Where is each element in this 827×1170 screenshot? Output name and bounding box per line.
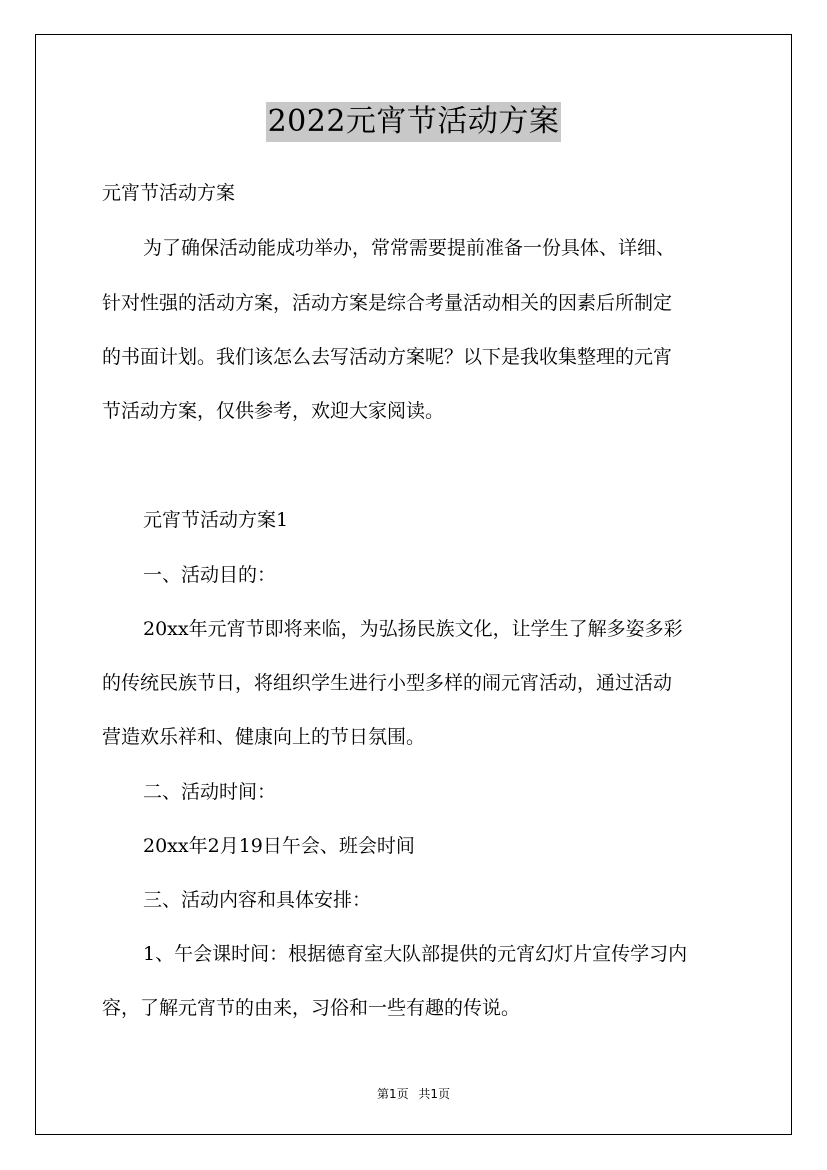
intro-line-2: 针对性强的活动方案，活动方案是综合考量活动相关的因素后所制定 xyxy=(102,292,673,314)
time-heading: 二、活动时间： xyxy=(143,781,277,803)
page-number: 第1页 xyxy=(376,1087,409,1101)
content-item-1-line-2: 容，了解元宵节的由来，习俗和一些有趣的传说。 xyxy=(102,997,521,1019)
purpose-line-1: 20xx年元宵节即将来临，为弘扬民族文化，让学生了解多姿多彩 xyxy=(143,618,683,640)
content-item-1-line-1: 1、午会课时间：根据德育室大队部提供的元宵幻灯片宣传学习内 xyxy=(143,943,688,965)
purpose-heading: 一、活动目的： xyxy=(143,564,277,586)
intro-line-3: 的书面计划。我们该怎么去写活动方案呢？以下是我收集整理的元宵 xyxy=(102,346,673,368)
purpose-line-2: 的传统民族节日，将组织学生进行小型多样的闹元宵活动，通过活动 xyxy=(102,672,673,694)
purpose-line-3: 营造欢乐祥和、健康向上的节日氛围。 xyxy=(102,726,426,748)
time-text: 20xx年2月19日午会、班会时间 xyxy=(143,835,415,857)
subtitle: 元宵节活动方案 xyxy=(102,182,236,204)
section-heading: 元宵节活动方案1 xyxy=(143,509,289,531)
intro-line-1: 为了确保活动能成功举办，常常需要提前准备一份具体、详细、 xyxy=(143,237,676,259)
intro-line-4: 节活动方案，仅供参考，欢迎大家阅读。 xyxy=(102,400,445,422)
page-total: 共1页 xyxy=(418,1087,451,1101)
title-wrap xyxy=(0,102,827,142)
document-title: 2022元宵节活动方案 xyxy=(266,102,562,142)
content-heading: 三、活动内容和具体安排： xyxy=(143,889,372,911)
page-footer xyxy=(0,1085,827,1102)
